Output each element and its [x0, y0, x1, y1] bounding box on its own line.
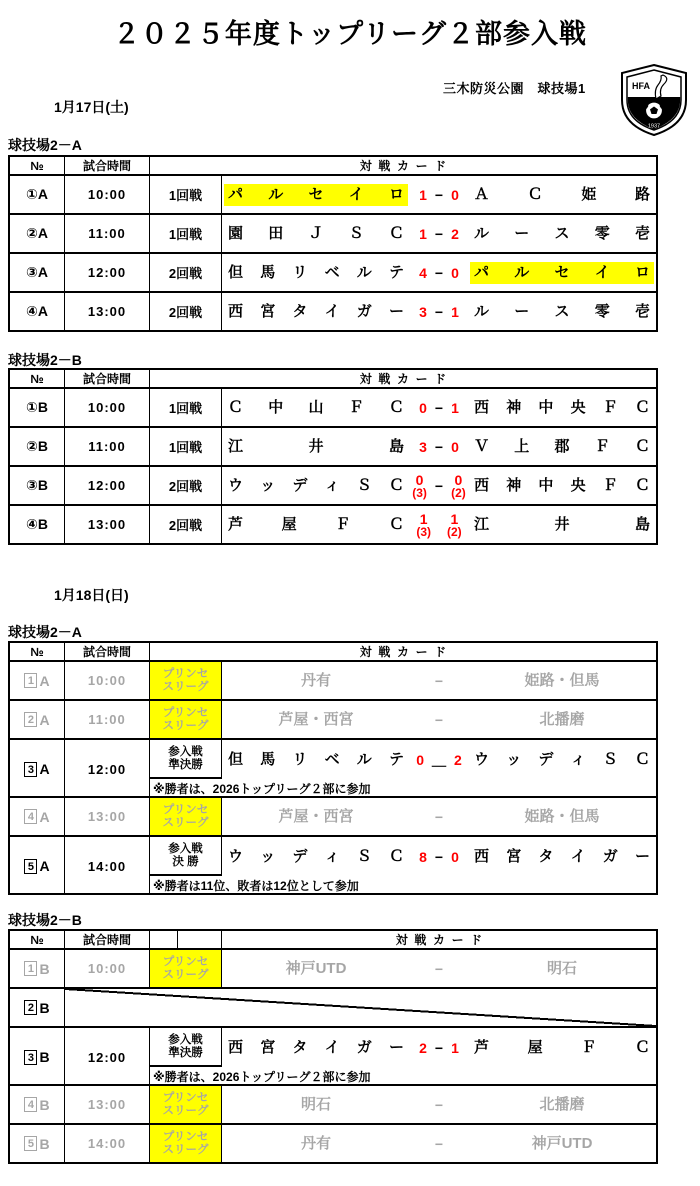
- logo-org-text: HFA: [632, 81, 650, 91]
- team-home: 園 田 Ｊ Ｓ Ｃ: [228, 224, 404, 242]
- time-cell: 13:00: [64, 506, 149, 543]
- match-number: [10, 1125, 64, 1162]
- match-number-box: 4: [24, 1097, 37, 1112]
- round-cell: 2回戦: [149, 467, 221, 504]
- match-number-text: ②A: [26, 225, 48, 241]
- round-cell: [149, 798, 221, 835]
- match-number: [10, 254, 64, 291]
- team-away: ル ー ス 零 壱: [474, 224, 650, 242]
- round-line1: プリンセ: [162, 956, 209, 968]
- team-away: 神戸UTD: [531, 1134, 593, 1152]
- match-number-text: ③A: [26, 264, 48, 280]
- match-number-box: 2: [24, 712, 37, 727]
- match-cell: [221, 428, 656, 465]
- table-header-row: [10, 157, 656, 174]
- time-cell: 14:00: [64, 1125, 149, 1162]
- time-cell: 13:00: [64, 1086, 149, 1123]
- score-home: 1: [419, 225, 427, 242]
- match-cell: [221, 837, 656, 876]
- column-header-time: 試合時間: [64, 157, 149, 174]
- score-group: [408, 265, 470, 281]
- score-away: 0: [451, 186, 459, 203]
- round-line1: プリンセ: [162, 668, 209, 680]
- team-away: 北播磨: [539, 1095, 585, 1113]
- round-cell: [149, 1125, 221, 1162]
- time-cell: 12:00: [64, 1028, 149, 1086]
- match-number-box: 1: [24, 961, 37, 976]
- match-cell: [221, 254, 656, 291]
- match-number: [10, 176, 64, 213]
- logo-year-text: 1937: [647, 123, 661, 130]
- column-header-card: 対戦カード: [149, 643, 656, 660]
- team-away: 芦 屋 Ｆ Ｃ: [474, 1038, 650, 1056]
- match-number-text: ④A: [26, 303, 48, 319]
- score-home: 0: [419, 399, 427, 416]
- match-number-text: ③B: [26, 477, 48, 493]
- header-spacer-cell: [177, 931, 221, 948]
- section-label-field-a-day1: 球技場2－A: [8, 137, 82, 153]
- score-separator: −: [434, 1039, 444, 1056]
- match-number-text: A: [39, 761, 50, 777]
- team-away: 北播磨: [539, 710, 585, 728]
- table-row: [10, 835, 656, 893]
- team-home: 明石: [300, 1095, 331, 1113]
- round-cell: 1回戦: [149, 428, 221, 465]
- team-home: 芦屋・西宮: [278, 807, 354, 825]
- score-home: 0: [416, 751, 424, 768]
- match-number-text: ①A: [26, 186, 48, 202]
- round-cell: 2回戦: [149, 506, 221, 543]
- match-number-box: 2: [24, 1000, 37, 1015]
- score-group: [408, 750, 470, 770]
- score-home: 8: [419, 848, 427, 865]
- match-cell: [221, 1086, 656, 1123]
- score-away: 1: [450, 510, 459, 527]
- score-away: 1: [451, 1039, 459, 1056]
- round-cell: [149, 837, 221, 876]
- score-separator: −: [434, 960, 444, 977]
- team-home: 丹有: [300, 1134, 331, 1152]
- time-cell: 10:00: [64, 950, 149, 987]
- score-separator: −: [434, 438, 444, 455]
- score-home: 0: [415, 471, 424, 488]
- score-group: [408, 226, 470, 242]
- score-group: [408, 400, 470, 416]
- score-group: [408, 1097, 470, 1113]
- table-header-row: [10, 931, 656, 948]
- score-separator: −: [434, 303, 444, 320]
- match-number-text: B: [39, 1096, 50, 1113]
- cancelled-strike-cell: [64, 989, 656, 1026]
- pk-away: (2): [447, 524, 462, 539]
- team-home: 芦 屋 Ｆ Ｃ: [228, 515, 404, 533]
- match-number-text: A: [39, 711, 50, 728]
- table-row: [10, 948, 656, 987]
- score-group: [408, 849, 470, 865]
- time-cell: 12:00: [64, 740, 149, 798]
- match-number-box: 3: [24, 762, 37, 777]
- schedule-table-day2-b: [8, 929, 658, 1164]
- team-home: 芦屋・西宮: [278, 710, 354, 728]
- table-row: [10, 426, 656, 465]
- match-number: [10, 389, 64, 426]
- table-row: [10, 252, 656, 291]
- date-label-day1: 1月17日(土): [54, 99, 129, 115]
- team-away: 姫路・但馬: [524, 671, 600, 689]
- pk-home: (3): [412, 485, 427, 500]
- time-cell: 13:00: [64, 798, 149, 835]
- pk-away: (2): [451, 485, 466, 500]
- team-away: Ｖ 上 郡 Ｆ Ｃ: [474, 437, 650, 455]
- column-header-card: 対戦カード: [221, 931, 656, 948]
- column-header-no: №: [30, 644, 44, 659]
- round-cell: 1回戦: [149, 389, 221, 426]
- round-line2: スリーグ: [162, 1143, 209, 1156]
- match-number: [10, 1086, 64, 1123]
- round-line2: 決 勝: [172, 855, 199, 868]
- score-away: 2: [451, 225, 459, 242]
- round-cell: [149, 1086, 221, 1123]
- score-group: [408, 673, 470, 689]
- match-number: [10, 837, 64, 895]
- round-line1: プリンセ: [162, 804, 209, 816]
- column-header-time: 試合時間: [64, 370, 149, 387]
- score-separator: −: [434, 808, 444, 825]
- score-home: 3: [419, 438, 427, 455]
- match-number-text: A: [39, 672, 50, 689]
- column-header-time: 試合時間: [64, 643, 149, 660]
- column-header-no: №: [30, 932, 44, 947]
- score-separator: −: [434, 711, 444, 728]
- match-number: [10, 989, 64, 1026]
- match-number-box: 5: [24, 859, 37, 874]
- table-row: [10, 291, 656, 330]
- score-away: 1: [451, 399, 459, 416]
- match-number: [10, 1028, 64, 1086]
- score-group: [408, 809, 470, 825]
- header-spacer-cell: [149, 931, 177, 948]
- match-number: [10, 467, 64, 504]
- score-away: 0: [451, 264, 459, 281]
- score-group: [408, 1136, 470, 1152]
- time-cell: 12:00: [64, 254, 149, 291]
- match-cell: [221, 1125, 656, 1162]
- time-cell: 10:00: [64, 662, 149, 699]
- round-line2: スリーグ: [162, 719, 209, 732]
- pk-home: (3): [416, 524, 431, 539]
- match-number-text: ④B: [26, 516, 48, 532]
- table-row: [10, 1123, 656, 1162]
- team-home: Ｃ 中 山 Ｆ Ｃ: [228, 398, 404, 416]
- note-cell: ※勝者は11位、敗者は12位として参加: [149, 876, 656, 895]
- schedule-table-day2-a: [8, 641, 658, 895]
- match-number-box: 4: [24, 809, 37, 824]
- round-cell: 2回戦: [149, 293, 221, 330]
- match-number: [10, 701, 64, 738]
- score-away: 1: [451, 303, 459, 320]
- page-title: ２０２５年度トップリーグ２部参入戦: [112, 19, 588, 49]
- round-line2: 準決勝: [168, 758, 203, 771]
- round-line1: プリンセ: [162, 1092, 209, 1104]
- time-cell: 10:00: [64, 176, 149, 213]
- round-cell: [149, 740, 221, 779]
- table-header-row: [10, 370, 656, 387]
- match-number-text: B: [39, 999, 50, 1016]
- match-number: [10, 506, 64, 543]
- score-home: 2: [419, 1039, 427, 1056]
- time-cell: 10:00: [64, 389, 149, 426]
- time-cell: 11:00: [64, 701, 149, 738]
- table-row: [10, 465, 656, 504]
- round-line2: スリーグ: [162, 1104, 209, 1117]
- time-cell: 14:00: [64, 837, 149, 895]
- score-home: 1: [419, 186, 427, 203]
- team-home: ウ ッ デ ィ Ｓ Ｃ: [228, 476, 404, 494]
- round-line1: 参入戦: [168, 843, 203, 855]
- match-number-text: A: [39, 808, 50, 825]
- team-away: 明石: [546, 959, 577, 977]
- score-group: [408, 712, 470, 728]
- score-group: [408, 187, 470, 203]
- table-row: [10, 796, 656, 835]
- match-number: [10, 798, 64, 835]
- column-header-no: №: [30, 371, 44, 386]
- time-cell: 11:00: [64, 215, 149, 252]
- team-away: パ ル セ イ ロ: [470, 262, 654, 284]
- match-number-text: A: [39, 858, 50, 874]
- round-cell: [149, 950, 221, 987]
- section-label-field-a-day2: 球技場2－A: [8, 624, 82, 640]
- schedule-table-day1-a: [8, 155, 658, 332]
- team-away: 江 井 島: [474, 515, 650, 533]
- round-line1: プリンセ: [162, 1131, 209, 1143]
- team-home: 但 馬 リ ベ ル テ: [228, 750, 404, 768]
- score-group: [408, 473, 470, 499]
- team-away: 姫路・但馬: [524, 807, 600, 825]
- note-cell: ※勝者は、2026トップリーグ２部に参加: [149, 1067, 656, 1086]
- round-cell: 2回戦: [149, 254, 221, 291]
- round-line1: 参入戦: [168, 1034, 203, 1046]
- score-group: [408, 304, 470, 320]
- round-line2: スリーグ: [162, 680, 209, 693]
- match-number: [10, 428, 64, 465]
- match-cell: [221, 506, 656, 543]
- table-header-row: [10, 643, 656, 660]
- round-line2: スリーグ: [162, 968, 209, 981]
- match-number-text: ①B: [26, 399, 48, 415]
- round-cell: 1回戦: [149, 176, 221, 213]
- match-number-box: 5: [24, 1136, 37, 1151]
- table-row: [10, 504, 656, 543]
- team-away: 西 神 中 央 Ｆ Ｃ: [474, 476, 650, 494]
- match-cell: [221, 701, 656, 738]
- column-header-no: №: [30, 158, 44, 173]
- table-row: [10, 213, 656, 252]
- score-separator: −: [434, 672, 444, 689]
- round-cell: [149, 662, 221, 699]
- round-cell: [149, 1028, 221, 1067]
- round-cell: 1回戦: [149, 215, 221, 252]
- section-label-field-b-day1: 球技場2－B: [8, 352, 82, 368]
- match-number: [10, 293, 64, 330]
- score-separator: −: [434, 1096, 444, 1113]
- team-away: Ａ Ｃ 姫 路: [474, 185, 650, 203]
- venue-note: 三木防災公園 球技場1: [443, 81, 586, 96]
- match-cell: [221, 389, 656, 426]
- table-row: [10, 738, 656, 796]
- column-header-card: 対戦カード: [149, 370, 656, 387]
- score-separator: −: [434, 186, 444, 203]
- score-separator: −: [434, 225, 444, 242]
- match-number: [10, 215, 64, 252]
- team-home: ウ ッ デ ィ Ｓ Ｃ: [228, 847, 404, 865]
- section-label-field-b-day2: 球技場2－B: [8, 912, 82, 928]
- score-group: [408, 1040, 470, 1056]
- match-number: [10, 950, 64, 987]
- score-separator: −: [434, 1135, 444, 1152]
- table-row: [10, 699, 656, 738]
- team-home: 西 宮 タ イ ガ ー: [228, 302, 404, 320]
- note-cell: ※勝者は、2026トップリーグ２部に参加: [149, 779, 656, 798]
- round-line2: スリーグ: [162, 816, 209, 829]
- team-away: 西 宮 タ イ ガ ー: [474, 847, 650, 865]
- team-away: ル ー ス 零 壱: [474, 302, 650, 320]
- match-number: [10, 662, 64, 699]
- table-row: [10, 660, 656, 699]
- match-cell: [221, 740, 656, 779]
- match-cell: [221, 662, 656, 699]
- score-away: 0: [454, 471, 463, 488]
- score-home: 3: [419, 303, 427, 320]
- time-cell: 13:00: [64, 293, 149, 330]
- score-home: 1: [419, 510, 428, 527]
- match-cell: [221, 1028, 656, 1067]
- round-line1: プリンセ: [162, 707, 209, 719]
- match-number-text: B: [39, 1049, 50, 1065]
- match-cell: [221, 293, 656, 330]
- table-row: [10, 1026, 656, 1084]
- date-label-day2: 1月18日(日): [54, 587, 129, 603]
- match-cell: [221, 950, 656, 987]
- team-home: 丹有: [300, 671, 331, 689]
- match-cell: [221, 176, 656, 213]
- score-group: [408, 439, 470, 455]
- column-header-time: 試合時間: [64, 931, 149, 948]
- match-cell: [221, 215, 656, 252]
- hfa-logo: [619, 64, 689, 136]
- score-away: 0: [451, 848, 459, 865]
- time-cell: 11:00: [64, 428, 149, 465]
- score-home: 4: [419, 264, 427, 281]
- score-group: [408, 512, 470, 538]
- match-number-text: B: [39, 960, 50, 977]
- team-home: パ ル セ イ ロ: [224, 184, 408, 206]
- team-home: 江 井 島: [228, 437, 404, 455]
- match-cell: [221, 798, 656, 835]
- table-row-cancelled: [10, 987, 656, 1026]
- match-number-box: 1: [24, 673, 37, 688]
- time-cell: 12:00: [64, 467, 149, 504]
- round-line2: 準決勝: [168, 1046, 203, 1059]
- score-separator: −: [434, 848, 444, 865]
- score-separator: −: [434, 477, 444, 494]
- schedule-table-day1-b: [8, 368, 658, 545]
- score-separator: −: [434, 264, 444, 281]
- round-line1: 参入戦: [168, 746, 203, 758]
- team-home: 神戸UTD: [285, 959, 347, 977]
- score-separator: −: [434, 399, 444, 416]
- team-home: 西 宮 タ イ ガ ー: [228, 1038, 404, 1056]
- team-away: ウ ッ デ ィ Ｓ Ｃ: [474, 750, 650, 768]
- table-row: [10, 1084, 656, 1123]
- match-number-box: 3: [24, 1050, 37, 1065]
- score-group: [408, 961, 470, 977]
- match-number-text: ②B: [26, 438, 48, 454]
- table-row: [10, 387, 656, 426]
- match-cell: [221, 467, 656, 504]
- score-away: 2: [454, 751, 462, 768]
- match-number-text: B: [39, 1135, 50, 1152]
- score-separator: ＿: [432, 751, 446, 768]
- team-away: 西 神 中 央 Ｆ Ｃ: [474, 398, 650, 416]
- score-away: 0: [451, 438, 459, 455]
- match-number: [10, 740, 64, 798]
- table-row: [10, 174, 656, 213]
- column-header-card: 対戦カード: [149, 157, 656, 174]
- team-home: 但 馬 リ ベ ル テ: [228, 263, 404, 281]
- round-cell: [149, 701, 221, 738]
